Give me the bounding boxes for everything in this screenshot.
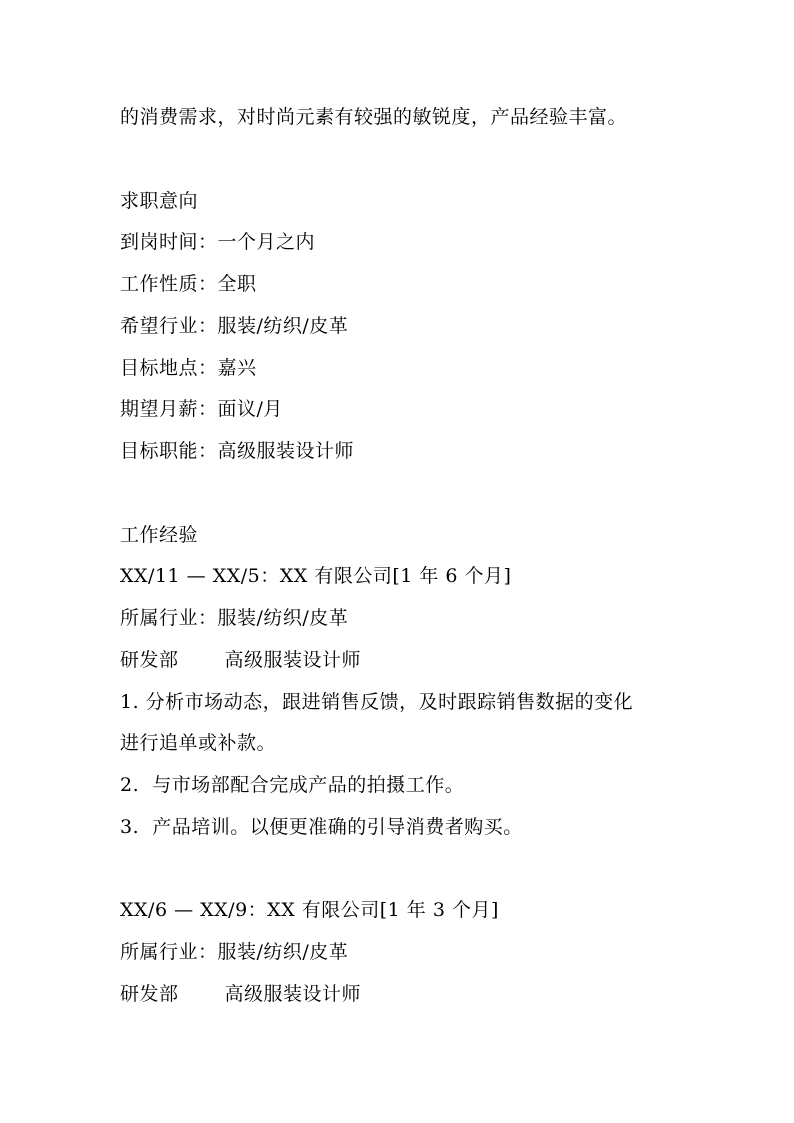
job-1-industry: 所属行业：服装/纺织/皮革 bbox=[120, 607, 349, 629]
job-1-department: 研发部 bbox=[120, 649, 179, 671]
job-1-duty-3: 3. 产品培训。以便更准确的引导消费者购买。 bbox=[120, 816, 523, 838]
job-1-title: 高级服装设计师 bbox=[224, 649, 362, 671]
target-location: 目标地点：嘉兴 bbox=[120, 357, 257, 379]
job-intention-heading: 求职意向 bbox=[120, 190, 199, 212]
intro-continuation: 的消费需求，对时尚元素有较强的敏锐度，产品经验丰富。 bbox=[120, 106, 628, 128]
work-experience-heading: 工作经验 bbox=[120, 524, 199, 546]
desired-industry: 希望行业：服装/纺织/皮革 bbox=[120, 315, 349, 337]
arrival-time: 到岗时间：一个月之内 bbox=[120, 231, 316, 253]
job-1-department-row bbox=[120, 648, 361, 672]
job-1-duty-2: 2. 与市场部配合完成产品的拍摄工作。 bbox=[120, 774, 465, 796]
job-1-duty-1: 1. 分析市场动态，跟进销售反馈，及时跟踪销售数据的变化 bbox=[120, 691, 634, 713]
job-2-period: XX/6 — XX/9：XX 有限公司[1 年 3 个月] bbox=[120, 899, 499, 921]
expected-salary: 期望月薪：面议/月 bbox=[120, 398, 283, 420]
job-2-industry: 所属行业：服装/纺织/皮革 bbox=[120, 941, 349, 963]
job-2-department: 研发部 bbox=[120, 983, 179, 1005]
job-2-title: 高级服装设计师 bbox=[224, 983, 362, 1005]
job-2-department-row bbox=[120, 982, 361, 1006]
job-1-period: XX/11 — XX/5：XX 有限公司[1 年 6 个月] bbox=[120, 565, 512, 587]
job-1-duty-1-cont: 进行追单或补款。 bbox=[120, 732, 277, 754]
job-type: 工作性质：全职 bbox=[120, 273, 257, 295]
target-position: 目标职能：高级服装设计师 bbox=[120, 440, 355, 462]
